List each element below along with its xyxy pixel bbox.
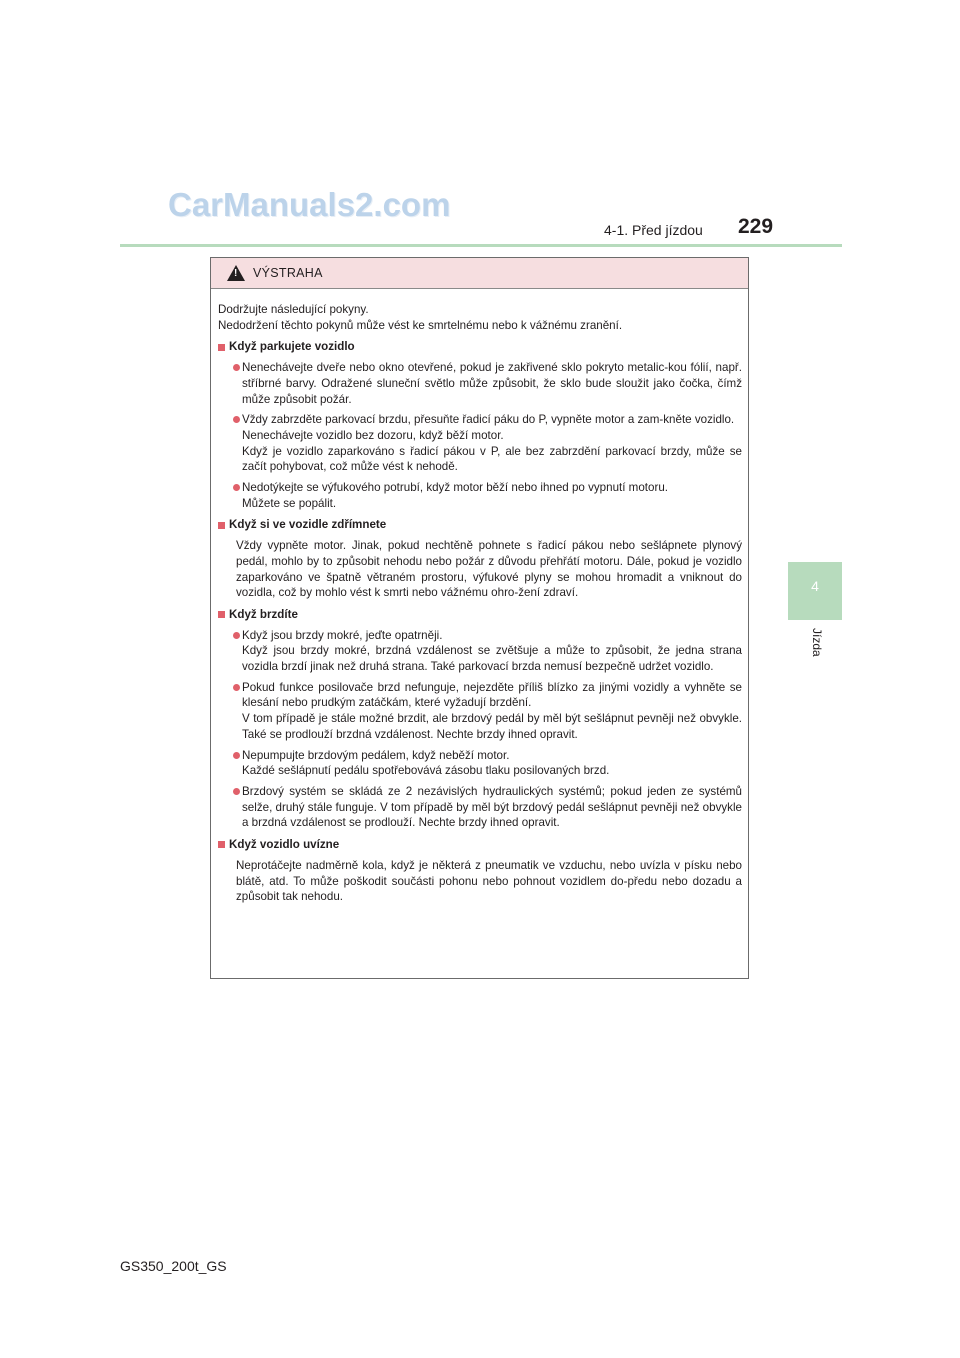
- section-heading-text: Když vozidlo uvízne: [229, 838, 340, 852]
- intro-line: Nedodržení těchto pokynů může vést ke smrtelnému nebo k vážnému zranění.: [218, 318, 623, 332]
- list-item: [218, 360, 742, 407]
- section-heading-text: Když si ve vozidle zdřímnete: [229, 518, 387, 532]
- round-bullet-icon: [233, 788, 240, 795]
- round-bullet-icon: [233, 364, 240, 371]
- square-bullet-icon: [218, 841, 225, 848]
- section-heading-text: Když brzdíte: [229, 607, 298, 621]
- bullet-text: Nenechávejte dveře nebo okno otevřené, pokud je zakřivené sklo pokryto metalic-kou fólií, např. stříbrné barvy. Odražené sluneční světlo může způsobit, že sklo bude sloužit jako čočka, čímž může způsobit požár.: [242, 361, 742, 406]
- bullet-text: Nedotýkejte se výfukového potrubí, když motor běží nebo ihned po vypnutí motoru.: [242, 481, 668, 495]
- bullet-text: Když jsou brzdy mokré, jeďte opatrněji.: [242, 628, 443, 642]
- bullet-text: Když jsou brzdy mokré, brzdná vzdálenost se zvětšuje a může to způsobit, že jedna strana vozidla brzdí jinak než druhá strana. Také parkovací brzda nemusí bezpečně udržet vozidlo.: [242, 644, 742, 674]
- header-rule: [120, 244, 842, 247]
- list-item: [218, 748, 742, 779]
- section-heading: [218, 837, 742, 853]
- round-bullet-icon: [233, 684, 240, 691]
- round-bullet-icon: [233, 416, 240, 423]
- bullet-text: Když je vozidlo zaparkováno s řadicí pákou v P, ale bez zabrzdění parkovací brzdy, může se začít pohybovat, což může vést k nehodě.: [242, 444, 742, 474]
- warning-intro: [218, 302, 742, 333]
- warning-header: [211, 258, 748, 289]
- square-bullet-icon: [218, 522, 225, 529]
- square-bullet-icon: [218, 344, 225, 351]
- round-bullet-icon: [233, 752, 240, 759]
- list-item: [218, 480, 742, 511]
- section-title: 4-1. Před jízdou: [604, 222, 703, 238]
- bullet-text: Každé sešlápnutí pedálu spotřebovává zásobu tlaku posilovaných brzd.: [242, 764, 610, 778]
- bullet-text: Brzdový systém se skládá ze 2 nezávislých hydraulických systémů; pokud jeden ze systémů selže, druhý stále funguje. V tom případě by měl být brzdový pedál sešlápnut pevněji než obvykle a brzdná vzdálenost se prodlouží. Nechte brzdy ihned opravit.: [242, 784, 742, 830]
- bullet-text: Můžete se popálit.: [242, 496, 337, 510]
- section-paragraph: Neprotáčejte nadměrně kola, když je některá z pneumatik ve vzduchu, nebo uvízla v písku nebo blátě, atd. To může poškodit součásti pohonu nebo pohnout vozidlem do-předu nebo dozadu a způsobit tak nehodu.: [236, 858, 742, 904]
- list-item: [218, 680, 742, 743]
- chapter-number: 4: [811, 578, 819, 594]
- footer-model-code: GS350_200t_GS: [120, 1258, 227, 1274]
- section-heading: [218, 339, 742, 355]
- page-number: 229: [738, 215, 774, 238]
- section-heading-text: Když parkujete vozidlo: [229, 340, 355, 354]
- bullet-text: Pokud funkce posilovače brzd nefunguje, nejezděte příliš blízko za jinými vozidly a vyhněte se klesání nebo prudkým zatáčkám, které vyžadují brzdění.: [242, 680, 742, 710]
- section-paragraph: Vždy vypněte motor. Jinak, pokud nechtěně pohnete s řadicí pákou nebo sešlápnete plynový pedál, mohlo by to způsobit nehodu nebo požár z důvodu přehřátí motoru. Dále, pokud je vozidlo zaparkováno ve špatně větraném prostoru, výfukové plyny se mohou hromadit a vniknout do vozidla, což by mohlo vést k smrti nebo vážnému ohro-žení zdraví.: [236, 539, 742, 600]
- warning-title: VÝSTRAHA: [253, 266, 323, 280]
- round-bullet-icon: [233, 484, 240, 491]
- warning-icon: !: [227, 265, 245, 281]
- bullet-text: Vždy zabrzděte parkovací brzdu, přesuňte řadicí páku do P, vypněte motor a zam-kněte vozidlo.: [242, 413, 735, 427]
- bullet-text: V tom případě je stále možné brzdit, ale brzdový pedál by měl být sešlápnut pevněji než obvykle. Také se prodlouží brzdná vzdálenost. Nechte brzdy ihned opravit.: [242, 712, 742, 741]
- warning-box: [210, 257, 749, 979]
- list-item: [218, 628, 742, 675]
- bullet-text: Nenechávejte vozidlo bez dozoru, když běží motor.: [242, 428, 504, 442]
- round-bullet-icon: [233, 632, 240, 639]
- section-heading: [218, 607, 742, 623]
- section-heading: [218, 517, 742, 533]
- intro-line: Dodržujte následující pokyny.: [218, 303, 369, 316]
- chapter-name: Jízda: [810, 628, 824, 657]
- bullet-text: Nepumpujte brzdovým pedálem, když neběží motor.: [242, 748, 510, 762]
- square-bullet-icon: [218, 611, 225, 618]
- watermark-logo: CarManuals2.com: [168, 186, 451, 223]
- warning-body: [211, 289, 748, 905]
- list-item: [218, 412, 742, 475]
- list-item: [218, 784, 742, 831]
